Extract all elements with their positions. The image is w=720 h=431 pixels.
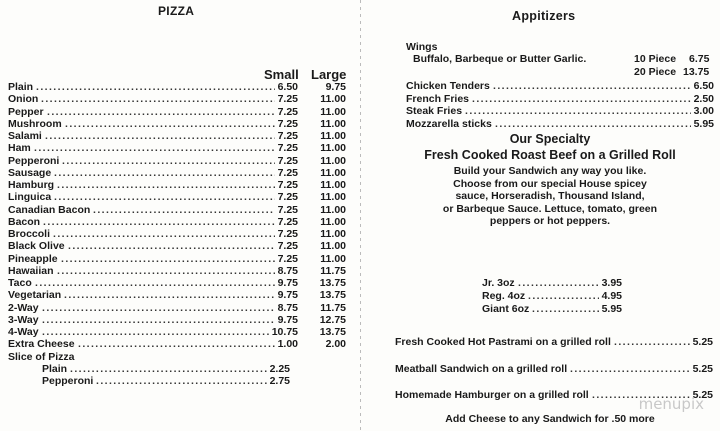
price-large: 11.00	[320, 130, 346, 142]
appetizer-price: 5.95	[693, 117, 714, 130]
price-large: 13.75	[319, 277, 346, 289]
dot-leader	[96, 375, 267, 387]
item-name: Pepperoni	[42, 375, 94, 387]
dot-leader	[61, 253, 275, 265]
item-name: Extra Cheese	[8, 338, 75, 351]
item-name: Mushroom	[8, 117, 62, 130]
price-large: 9.75	[325, 81, 346, 93]
price-large: 11.00	[320, 191, 346, 204]
price-large: 11.00	[320, 228, 346, 240]
price-large: 11.75	[320, 264, 346, 277]
wings-desc: Buffalo, Barbeque or Butter Garlic.	[413, 53, 587, 65]
item-name: Linguica	[8, 191, 52, 204]
dot-leader	[570, 363, 690, 375]
item-name: Plain	[42, 362, 68, 375]
dot-leader	[493, 80, 691, 92]
price-small: 10.75	[271, 326, 298, 338]
specialty-desc-line: Build your Sandwich any way you like.	[453, 165, 647, 177]
specialty-desc-line: peppers or hot peppers.	[489, 215, 611, 227]
specialty-desc-line: Choose from our special House spicey	[453, 177, 647, 190]
price-large: 2.00	[325, 338, 346, 351]
dot-leader	[34, 142, 275, 154]
dot-leader	[53, 228, 275, 240]
price-large: 11.00	[320, 142, 346, 155]
price-small: 8.75	[277, 264, 298, 277]
price-small: 9.75	[277, 289, 298, 302]
col-small-header: Small	[264, 67, 299, 82]
sandwich-price: 5.25	[692, 336, 713, 348]
price-large: 11.00	[320, 252, 346, 265]
specialty-size-price: 4.95	[601, 290, 622, 302]
dot-leader	[64, 289, 275, 301]
item-name: Ham	[8, 142, 31, 155]
price-small: 8.75	[277, 301, 298, 314]
item-name: Taco	[8, 277, 32, 289]
price-small: 7.25	[277, 228, 298, 240]
dot-leader	[62, 155, 275, 167]
col-large-header: Large	[311, 67, 347, 82]
item-name: Vegetarian	[8, 289, 62, 302]
dot-leader	[495, 118, 691, 130]
price-small: 7.25	[277, 215, 298, 228]
item-name: Hawaiian	[8, 264, 54, 277]
item-name: Reg. 4oz	[482, 290, 526, 302]
price-small: 1.00	[277, 338, 298, 351]
item-name: Steak Fries	[406, 105, 463, 117]
specialty-size-price: 3.95	[601, 277, 622, 289]
specialty-subtitle: Fresh Cooked Roast Beef on a Grilled Roll	[424, 148, 676, 162]
price-small: 7.25	[277, 154, 298, 167]
price-small: 9.75	[277, 277, 298, 289]
item-name: Fresh Cooked Hot Pastrami on a grilled roll	[395, 336, 611, 348]
wings-price1: 6.75	[689, 53, 710, 65]
dot-leader	[70, 363, 267, 375]
item-name: 3-Way	[8, 313, 39, 326]
price-large: 12.75	[319, 313, 346, 326]
item-name: 2-Way	[8, 301, 39, 314]
price-large: 11.00	[320, 154, 346, 167]
item-name: Salami	[8, 130, 42, 142]
item-name: Bacon	[8, 215, 41, 228]
wings-label: Wings	[406, 41, 438, 53]
item-name: Chicken Tenders	[406, 80, 490, 92]
specialty-title: Our Specialty	[509, 132, 591, 146]
slice-title: Slice of Pizza	[8, 350, 75, 363]
item-name: Mozzarella sticks	[406, 117, 492, 130]
item-name: Plain	[8, 81, 34, 93]
item-name: Onion	[8, 93, 39, 106]
dot-leader	[472, 93, 691, 105]
price-small: 7.25	[277, 105, 298, 118]
price-small: 7.25	[277, 117, 298, 130]
dot-leader	[465, 105, 691, 117]
price-small: 7.25	[277, 179, 298, 191]
item-name: Homemade Hamburger on a grilled roll	[395, 389, 589, 401]
appetizer-price: 3.00	[693, 105, 714, 117]
price-large: 11.00	[320, 105, 346, 118]
item-name: Hamburg	[8, 179, 55, 191]
dot-leader	[57, 265, 275, 277]
price-small: 9.75	[277, 313, 298, 326]
wings-opt2: 20 Piece	[634, 66, 677, 78]
dot-leader	[68, 240, 275, 252]
dot-leader	[65, 118, 275, 130]
item-name: French Fries	[406, 92, 470, 105]
dot-leader	[41, 93, 275, 105]
price-large: 11.75	[320, 301, 346, 314]
wings-price2: 13.75	[683, 66, 710, 78]
item-name: Pineapple	[8, 252, 58, 265]
dot-leader	[42, 326, 269, 338]
item-name: Jr. 3oz	[482, 277, 515, 289]
price-large: 11.00	[320, 203, 346, 216]
slice-price: 2.75	[269, 375, 290, 387]
watermark: menupix	[638, 395, 704, 413]
item-name: Black Olive	[8, 240, 65, 253]
page-fold	[360, 0, 361, 431]
specialty-desc-line: or Barbeque Sauce. Lettuce, tomato, green	[442, 202, 658, 215]
price-large: 11.00	[320, 117, 346, 130]
slice-price: 2.25	[269, 362, 290, 375]
item-name: 4-Way	[8, 326, 39, 338]
price-small: 7.25	[277, 203, 298, 216]
dot-leader	[54, 191, 275, 203]
pizza-title: PIZZA	[158, 4, 195, 18]
price-small: 6.50	[277, 81, 298, 93]
appetizer-price: 6.50	[693, 80, 714, 92]
dot-leader	[78, 338, 275, 350]
price-small: 7.25	[277, 166, 298, 179]
item-name: Pepperoni	[8, 154, 60, 167]
dot-leader	[42, 302, 275, 314]
item-name: Canadian Bacon	[8, 203, 91, 216]
wings-opt1: 10 Piece	[634, 53, 677, 65]
price-small: 7.25	[277, 240, 298, 253]
item-name: Sausage	[8, 166, 52, 179]
price-large: 11.00	[320, 166, 346, 179]
specialty-desc-line: sauce, Horseradish, Thousand Island,	[455, 190, 645, 202]
dot-leader	[36, 81, 275, 93]
appetizers-title: Appitizers	[512, 9, 576, 23]
dot-leader	[45, 130, 275, 142]
item-name: Meatball Sandwich on a grilled roll	[395, 362, 568, 375]
dot-leader	[42, 314, 275, 326]
sandwich-price: 5.25	[692, 389, 713, 401]
price-large: 11.00	[320, 93, 346, 106]
dot-leader	[54, 167, 275, 179]
price-large: 13.75	[319, 289, 346, 302]
dot-leader	[57, 179, 275, 191]
specialty-size-price: 5.95	[601, 303, 622, 315]
price-small: 7.25	[277, 191, 298, 204]
price-large: 11.00	[320, 240, 346, 253]
dot-leader	[93, 204, 275, 216]
price-large: 11.00	[320, 215, 346, 228]
sandwich-price: 5.25	[692, 362, 713, 375]
item-name: Broccoli	[8, 228, 51, 240]
price-small: 7.25	[277, 142, 298, 155]
price-small: 7.25	[277, 252, 298, 265]
dot-leader	[47, 106, 275, 118]
price-small: 7.25	[277, 93, 298, 106]
dot-leader	[43, 216, 275, 228]
price-large: 13.75	[319, 326, 346, 338]
price-small: 7.25	[277, 130, 298, 142]
item-name: Giant 6oz	[482, 303, 530, 315]
item-name: Pepper	[8, 105, 44, 118]
footer-note: Add Cheese to any Sandwich for .50 more	[445, 413, 655, 425]
appetizer-price: 2.50	[693, 92, 714, 105]
dot-leader	[35, 277, 275, 289]
price-large: 11.00	[320, 179, 346, 191]
